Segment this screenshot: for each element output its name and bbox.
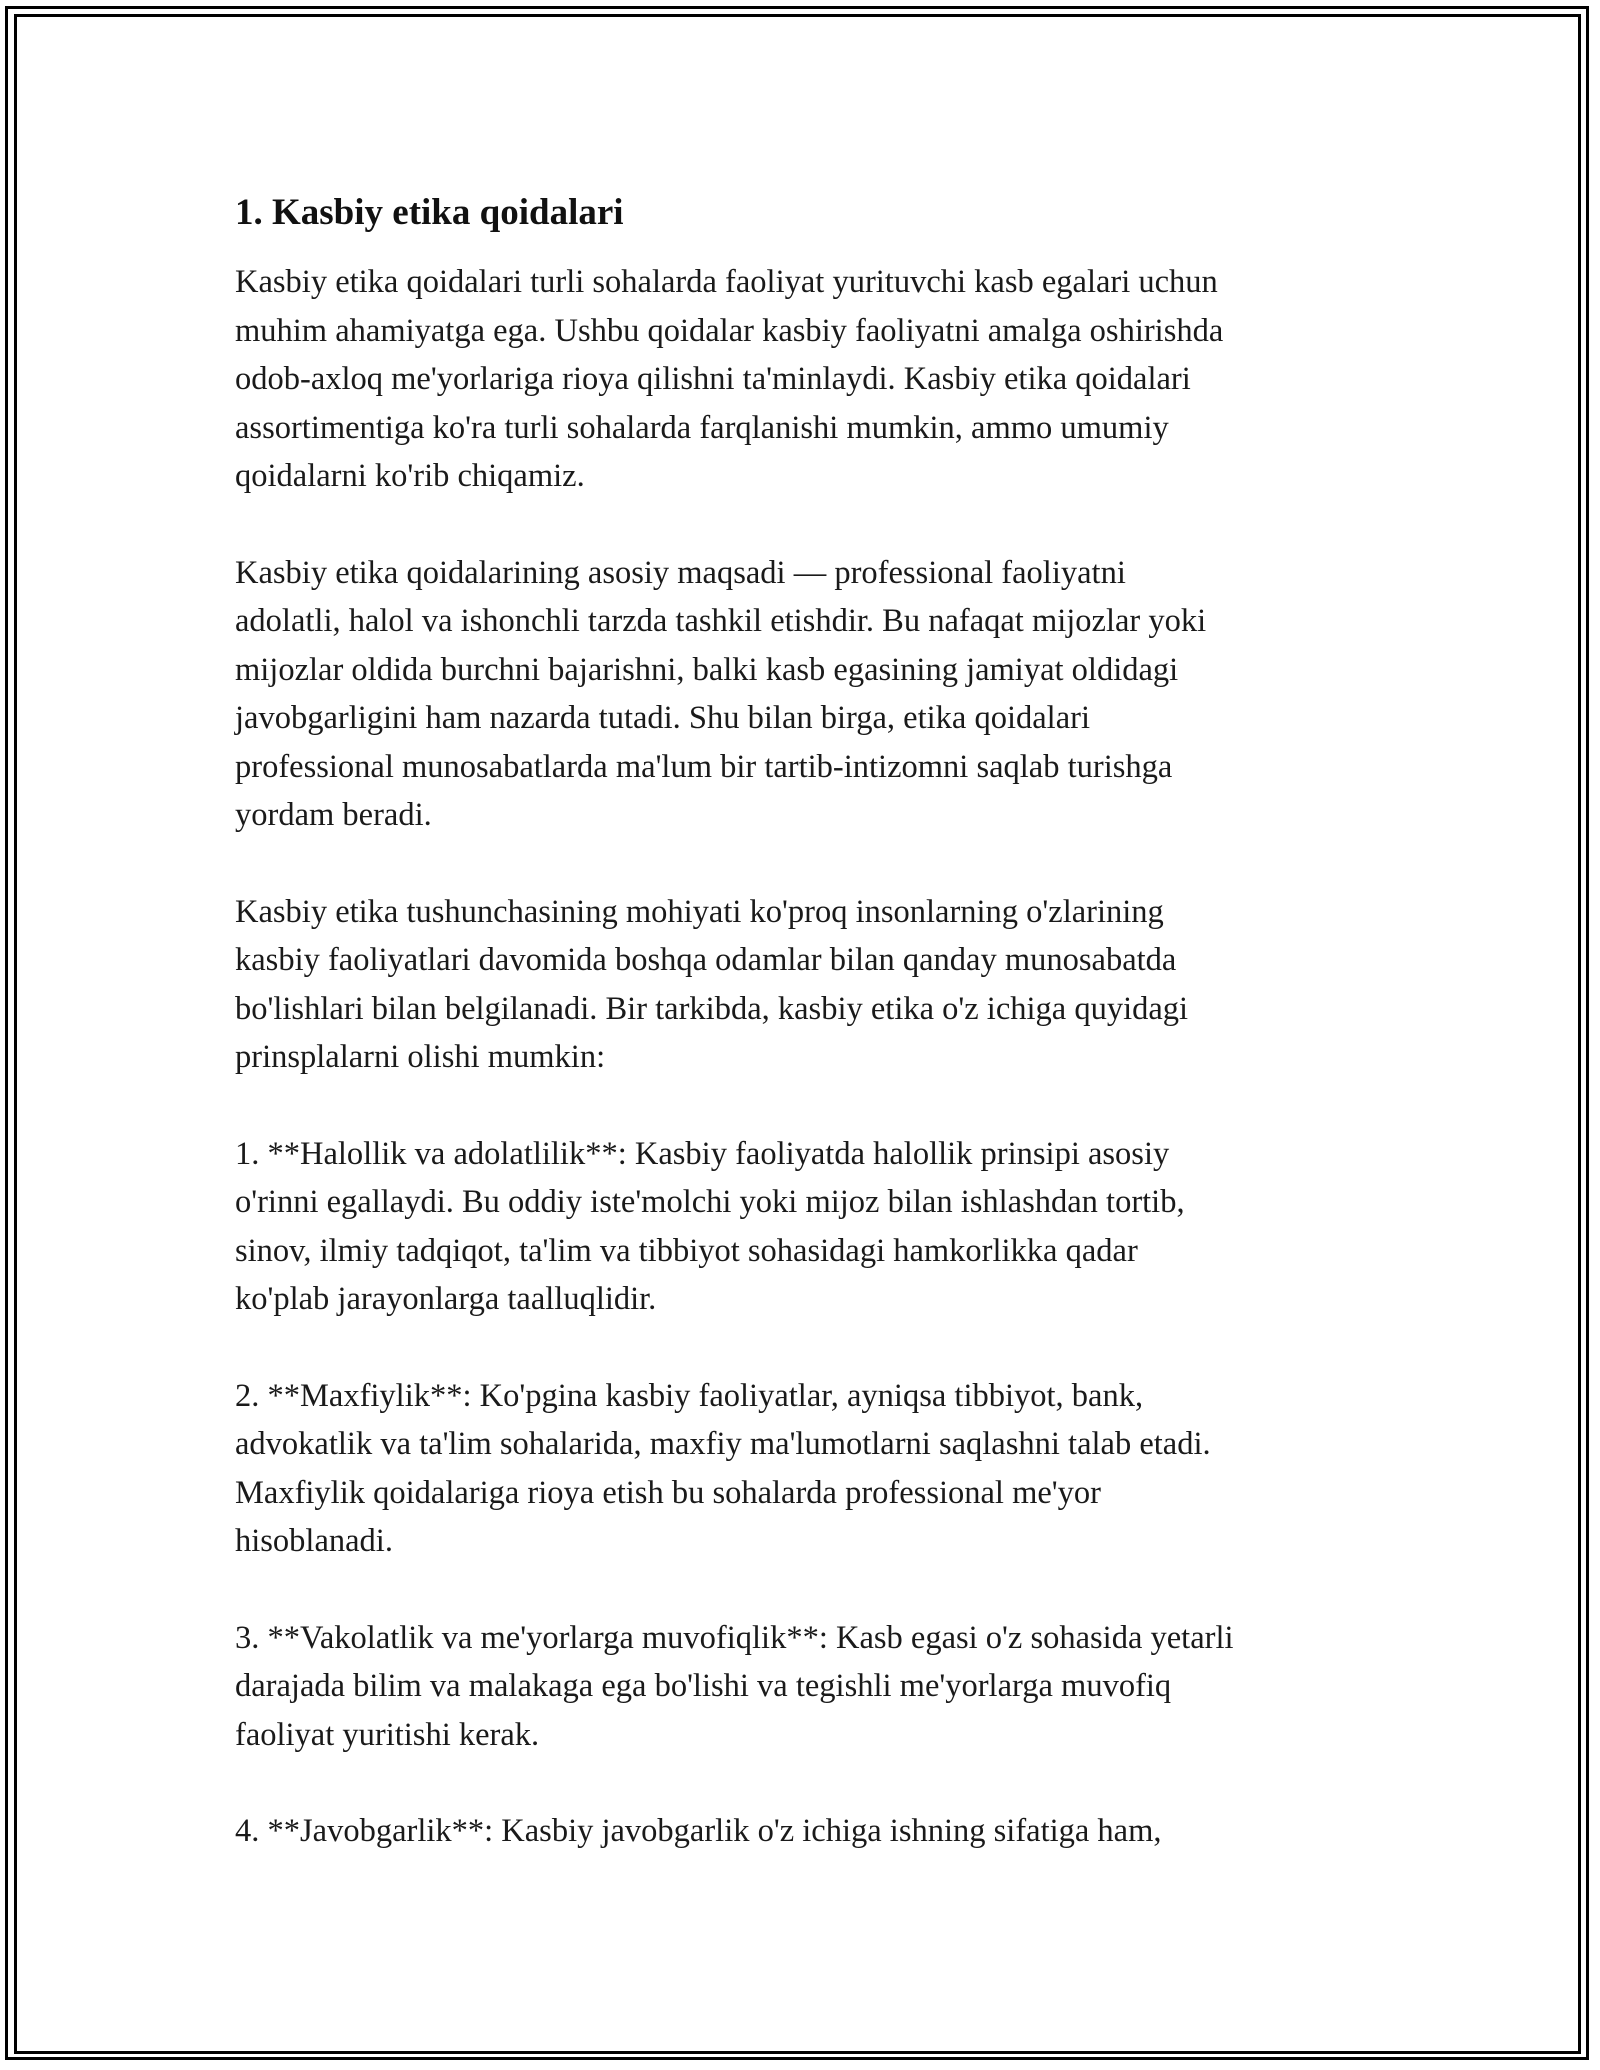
text-line: ko'plab jarayonlarga taalluqlidir.	[235, 1281, 657, 1317]
text-line: qoidalarni ko'rib chiqamiz.	[235, 458, 585, 494]
paragraph-essence	[235, 888, 1375, 1082]
list-item-competence	[235, 1614, 1375, 1760]
list-item-confidentiality	[235, 1372, 1375, 1566]
text-line: odob-axloq me'yorlariga rioya qilishni ta'minlaydi. Kasbiy etika qoidalari	[235, 361, 1191, 397]
text-line: adolatli, halol va ishonchli tarzda tashkil etishdir. Bu nafaqat mijozlar yoki	[235, 603, 1207, 639]
text-line: advokatlik va ta'lim sohalarida, maxfiy ma'lumotlarni saqlashni talab etadi.	[235, 1426, 1211, 1462]
text-line: mijozlar oldida burchni bajarishni, balki kasb egasining jamiyat oldidagi	[235, 651, 1179, 688]
text-line: Maxfiylik qoidalariga rioya etish bu sohalarda professional me'yor	[235, 1474, 1101, 1511]
section-heading: 1. Kasbiy etika qoidalari	[235, 192, 624, 233]
paragraph-purpose	[235, 549, 1375, 840]
text-line: muhim ahamiyatga ega. Ushbu qoidalar kasbiy faoliyatni amalga oshirishda	[235, 312, 1224, 349]
list-item-honesty	[235, 1130, 1375, 1324]
text-line: 1. **Halollik va adolatlilik**: Kasbiy faoliyatda halollik prinsipi asosiy	[235, 1135, 1170, 1172]
list-item-responsibility	[235, 1807, 1375, 1856]
text-line: sinov, ilmiy tadqiqot, ta'lim va tibbiyot sohasidagi hamkorlikka qadar	[235, 1232, 1138, 1269]
text-line: 2. **Maxfiylik**: Ko'pgina kasbiy faoliyatlar, ayniqsa tibbiyot, bank,	[235, 1377, 1144, 1414]
text-line: o'rinni egallaydi. Bu oddiy iste'molchi yoki mijoz bilan ishlashdan tortib,	[235, 1184, 1185, 1220]
text-line: hisoblanadi.	[235, 1523, 393, 1559]
text-line: assortimentiga ko'ra turli sohalarda farqlanishi mumkin, ammo umumiy	[235, 409, 1169, 446]
text-line: javobgarligini ham nazarda tutadi. Shu bilan birga, etika qoidalari	[235, 700, 1090, 736]
text-line: prinsplalarni olishi mumkin:	[235, 1039, 606, 1075]
text-line: 3. **Vakolatlik va me'yorlarga muvofiqlik**: Kasb egasi o'z sohasida yetarli	[235, 1619, 1234, 1656]
text-line: bo'lishlari bilan belgilanadi. Bir tarkibda, kasbiy etika o'z ichiga quyidagi	[235, 990, 1189, 1027]
paragraph-intro	[235, 258, 1375, 501]
text-line: kasbiy faoliyatlari davomida boshqa odamlar bilan qanday munosabatda	[235, 942, 1177, 978]
text-line: 4. **Javobgarlik**: Kasbiy javobgarlik o'z ichiga ishning sifatiga ham,	[235, 1813, 1162, 1849]
text-line: Kasbiy etika qoidalari turli sohalarda faoliyat yurituvchi kasb egalari uchun	[235, 264, 1218, 300]
text-line: Kasbiy etika tushunchasining mohiyati ko'proq insonlarning o'zlarining	[235, 893, 1164, 930]
text-line: Kasbiy etika qoidalarining asosiy maqsadi — professional faoliyatni	[235, 554, 1126, 591]
text-line: faoliyat yuritishi kerak.	[235, 1716, 540, 1753]
document-body	[235, 188, 1375, 1904]
text-line: darajada bilim va malakaga ega bo'lishi va tegishli me'yorlarga muvofiq	[235, 1668, 1172, 1704]
text-line: professional munosabatlarda ma'lum bir tartib-intizomni saqlab turishga	[235, 748, 1173, 785]
text-line: yordam beradi.	[235, 797, 432, 833]
